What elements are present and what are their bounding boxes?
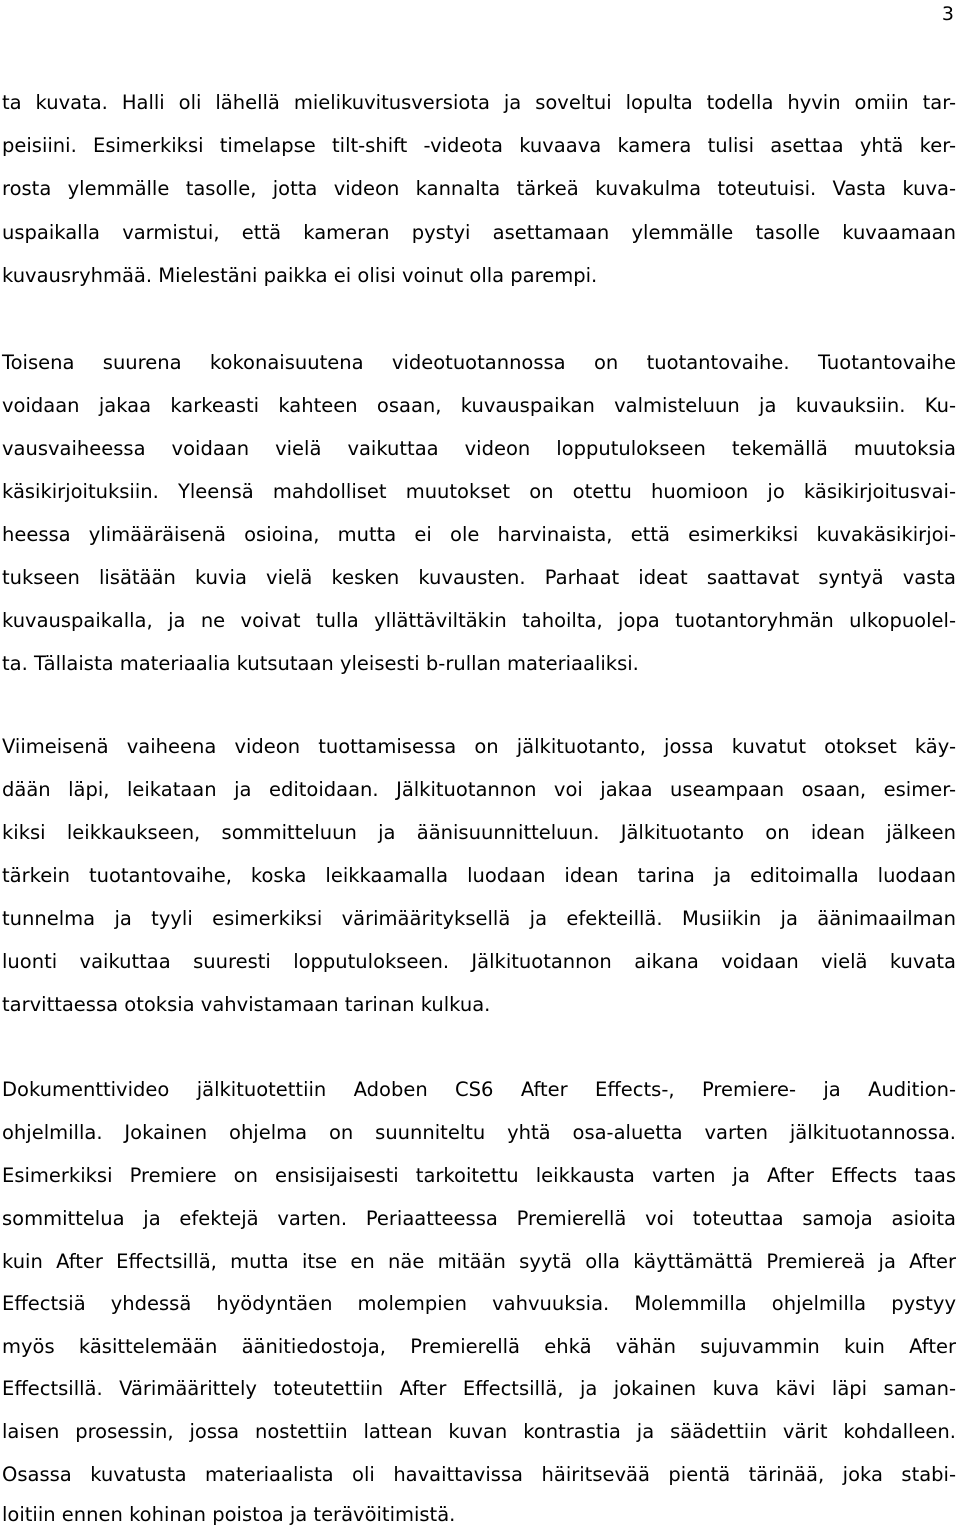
text-line: ohjelmilla. Jokainen ohjelma on suunniteltu yhtä osa-aluetta varten jälkituotannossa.: [2, 1121, 956, 1144]
text-line: loitiin ennen kohinan poistoa ja terävöitimistä.: [2, 1503, 456, 1526]
text-line: laisen prosessin, jossa nostettiin lattean kuvan kontrastia ja säädettiin värit kohdalleen.: [2, 1420, 956, 1443]
text-line: Dokumenttivideo jälkituotettiin Adoben CS6 After Effects-, Premiere- ja Audition-: [2, 1078, 956, 1101]
text-line: Effectsiä yhdessä hyödyntäen molempien vahvuuksia. Molemmilla ohjelmilla pystyy: [2, 1292, 956, 1315]
text-line: peisiini. Esimerkiksi timelapse tilt-shift -videota kuvaava kamera tulisi asettaa yhtä ker-: [2, 134, 956, 157]
text-line: rosta ylemmälle tasolle, jotta videon kannalta tärkeä kuvakulma toteutuisi. Vasta kuva-: [2, 177, 956, 200]
text-line: voidaan jakaa karkeasti kahteen osaan, kuvauspaikan valmisteluun ja kuvauksiin. Ku-: [2, 394, 956, 417]
text-line: sommittelua ja efektejä varten. Periaatteessa Premierellä voi toteuttaa samoja asioita: [2, 1207, 956, 1230]
text-line: Toisena suurena kokonaisuutena videotuotannossa on tuotantovaihe. Tuotantovaihe: [2, 351, 956, 374]
text-line: ta kuvata. Halli oli lähellä mielikuvitusversiota ja soveltui lopulta todella hyvin omiin tar-: [2, 91, 956, 114]
text-line: heessa ylimääräisenä osioina, mutta ei ole harvinaista, että esimerkiksi kuvakäsikirjoi-: [2, 523, 956, 546]
text-line: kuvauspaikalla, ja ne voivat tulla yllättäviltäkin tahoilta, jopa tuotantoryhmän ulkopuolel-: [2, 609, 956, 632]
text-line: luonti vaikuttaa suuresti lopputulokseen. Jälkituotannon aikana voidaan vielä kuvata: [2, 950, 956, 973]
text-line: tukseen lisätään kuvia vielä kesken kuvausten. Parhaat ideat saattavat syntyä vasta: [2, 566, 956, 589]
text-line: kuvausryhmää. Mielestäni paikka ei olisi voinut olla parempi.: [2, 264, 598, 287]
text-line: Osassa kuvatusta materiaalista oli havaittavissa häiritsevää pientä tärinää, joka stabi-: [2, 1463, 956, 1486]
text-line: tarvittaessa otoksia vahvistamaan tarinan kulkua.: [2, 993, 491, 1016]
text-line: tärkein tuotantovaihe, koska leikkaamalla luodaan idean tarina ja editoimalla luodaan: [2, 864, 956, 887]
text-line: dään läpi, leikataan ja editoidaan. Jälkituotannon voi jakaa useampaan osaan, esimer-: [2, 778, 956, 801]
text-line: uspaikalla varmistui, että kameran pystyi asettamaan ylemmälle tasolle kuvaamaan: [2, 221, 956, 244]
text-line: Effectsillä. Värimäärittely toteutettiin After Effectsillä, ja jokainen kuva kävi läpi saman-: [2, 1377, 956, 1400]
page-number: 3: [941, 3, 954, 25]
text-line: vausvaiheessa voidaan vielä vaikuttaa videon lopputulokseen tekemällä muutoksia: [2, 437, 956, 460]
text-line: ta. Tällaista materiaalia kutsutaan yleisesti b-rullan materiaaliksi.: [2, 652, 639, 675]
text-line: kuin After Effectsillä, mutta itse en näe mitään syytä olla käyttämättä Premiereä ja After: [2, 1250, 956, 1273]
text-line: myös käsittelemään äänitiedostoja, Premierellä ehkä vähän sujuvammin kuin After: [2, 1335, 956, 1358]
text-line: kiksi leikkaukseen, sommitteluun ja äänisuunnitteluun. Jälkituotanto on idean jälkeen: [2, 821, 956, 844]
text-line: tunnelma ja tyyli esimerkiksi värimäärityksellä ja efekteillä. Musiikin ja äänimaailman: [2, 907, 956, 930]
text-line: Esimerkiksi Premiere on ensisijaisesti tarkoitettu leikkausta varten ja After Effects taas: [2, 1164, 956, 1187]
text-line: Viimeisenä vaiheena videon tuottamisessa on jälkituotanto, jossa kuvatut otokset käy-: [2, 735, 956, 758]
text-line: käsikirjoituksiin. Yleensä mahdolliset muutokset on otettu huomioon jo käsikirjoitusvai-: [2, 480, 956, 503]
